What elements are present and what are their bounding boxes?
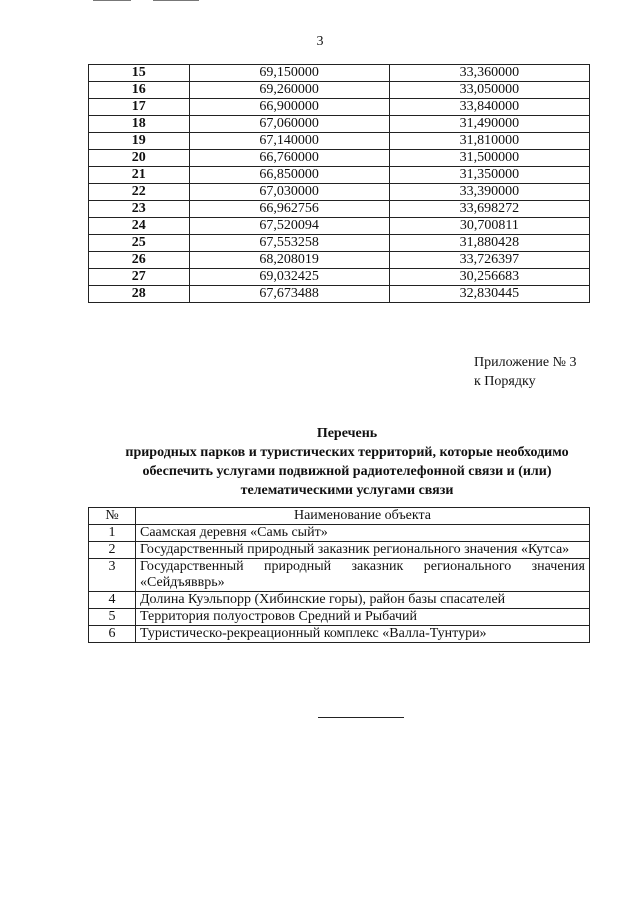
point-number: 16: [89, 82, 190, 99]
object-number: 5: [89, 609, 136, 626]
appendix-note: [474, 353, 577, 391]
latitude-cell: 67,553258: [189, 235, 389, 252]
table-row: [89, 133, 590, 150]
object-name: Саамская деревня «Самь сыйт»: [136, 525, 590, 542]
heading-title: Перечень: [316, 426, 378, 441]
table-row: [89, 592, 590, 609]
object-name: Территория полуостровов Средний и Рыбачий: [136, 609, 590, 626]
latitude-cell: 67,673488: [189, 286, 389, 303]
object-name: Государственный природный заказник регионального значения «Сейдъявврь»: [136, 559, 590, 592]
object-number: 3: [89, 559, 136, 592]
table-row: [89, 167, 590, 184]
longitude-cell: 30,256683: [389, 269, 589, 286]
latitude-cell: 66,962756: [189, 201, 389, 218]
table-row: [89, 525, 590, 542]
latitude-cell: 67,140000: [189, 133, 389, 150]
table-row: [89, 184, 590, 201]
table-row: [89, 235, 590, 252]
longitude-cell: 33,390000: [389, 184, 589, 201]
latitude-cell: 67,520094: [189, 218, 389, 235]
object-name: Долина Куэльпорр (Хибинские горы), район базы спасателей: [136, 592, 590, 609]
longitude-cell: 33,698272: [389, 201, 589, 218]
latitude-cell: 67,060000: [189, 116, 389, 133]
table-row: [89, 218, 590, 235]
longitude-cell: 32,830445: [389, 286, 589, 303]
latitude-cell: 69,150000: [189, 65, 389, 82]
point-number: 18: [89, 116, 190, 133]
page-number: 3: [316, 34, 324, 49]
table-row: [89, 286, 590, 303]
latitude-cell: 68,208019: [189, 252, 389, 269]
point-number: 27: [89, 269, 190, 286]
point-number: 23: [89, 201, 190, 218]
appendix-number: Приложение № 3: [474, 355, 577, 370]
table-row: [89, 609, 590, 626]
table-row: [89, 559, 590, 592]
longitude-cell: 31,810000: [389, 133, 589, 150]
point-number: 17: [89, 99, 190, 116]
heading-line-2: обеспечить услугами подвижной радиотелефонной связи и (или): [142, 464, 552, 479]
longitude-cell: 31,490000: [389, 116, 589, 133]
object-number: 4: [89, 592, 136, 609]
table-row: [89, 542, 590, 559]
latitude-cell: 69,032425: [189, 269, 389, 286]
table-row: [89, 252, 590, 269]
point-number: 26: [89, 252, 190, 269]
point-number: 15: [89, 65, 190, 82]
object-name: Государственный природный заказник регионального значения «Кутса»: [136, 542, 590, 559]
latitude-cell: 66,760000: [189, 150, 389, 167]
point-number: 24: [89, 218, 190, 235]
table-row: [89, 150, 590, 167]
coordinates-table: [88, 64, 590, 303]
point-number: 28: [89, 286, 190, 303]
longitude-cell: 33,726397: [389, 252, 589, 269]
point-number: 25: [89, 235, 190, 252]
table-row: [89, 269, 590, 286]
longitude-cell: 33,050000: [389, 82, 589, 99]
point-number: 19: [89, 133, 190, 150]
point-number: 22: [89, 184, 190, 201]
table-row: [89, 201, 590, 218]
object-name: Туристическо-рекреационный комплекс «Валла-Тунтури»: [136, 626, 590, 643]
object-number: 1: [89, 525, 136, 542]
longitude-cell: 33,360000: [389, 65, 589, 82]
latitude-cell: 66,850000: [189, 167, 389, 184]
object-number: 6: [89, 626, 136, 643]
objects-header-row: [89, 508, 590, 525]
latitude-cell: 66,900000: [189, 99, 389, 116]
latitude-cell: 67,030000: [189, 184, 389, 201]
top-edge-marks: [93, 0, 203, 3]
longitude-cell: 33,840000: [389, 99, 589, 116]
list-heading: [98, 424, 596, 500]
latitude-cell: 69,260000: [189, 82, 389, 99]
point-number: 21: [89, 167, 190, 184]
table-row: [89, 99, 590, 116]
heading-line-3: телематическими услугами связи: [240, 483, 454, 498]
table-row: [89, 626, 590, 643]
table-row: [89, 82, 590, 99]
longitude-cell: 30,700811: [389, 218, 589, 235]
table-row: [89, 116, 590, 133]
heading-line-1: природных парков и туристических территорий, которые необходимо: [125, 445, 569, 460]
longitude-cell: 31,880428: [389, 235, 589, 252]
table-row: [89, 65, 590, 82]
header-number: №: [89, 508, 136, 525]
longitude-cell: 31,500000: [389, 150, 589, 167]
object-number: 2: [89, 542, 136, 559]
end-divider: [318, 717, 404, 718]
appendix-reference: к Порядку: [474, 374, 536, 389]
point-number: 20: [89, 150, 190, 167]
longitude-cell: 31,350000: [389, 167, 589, 184]
header-name: Наименование объекта: [136, 508, 590, 525]
objects-table: [88, 507, 590, 643]
